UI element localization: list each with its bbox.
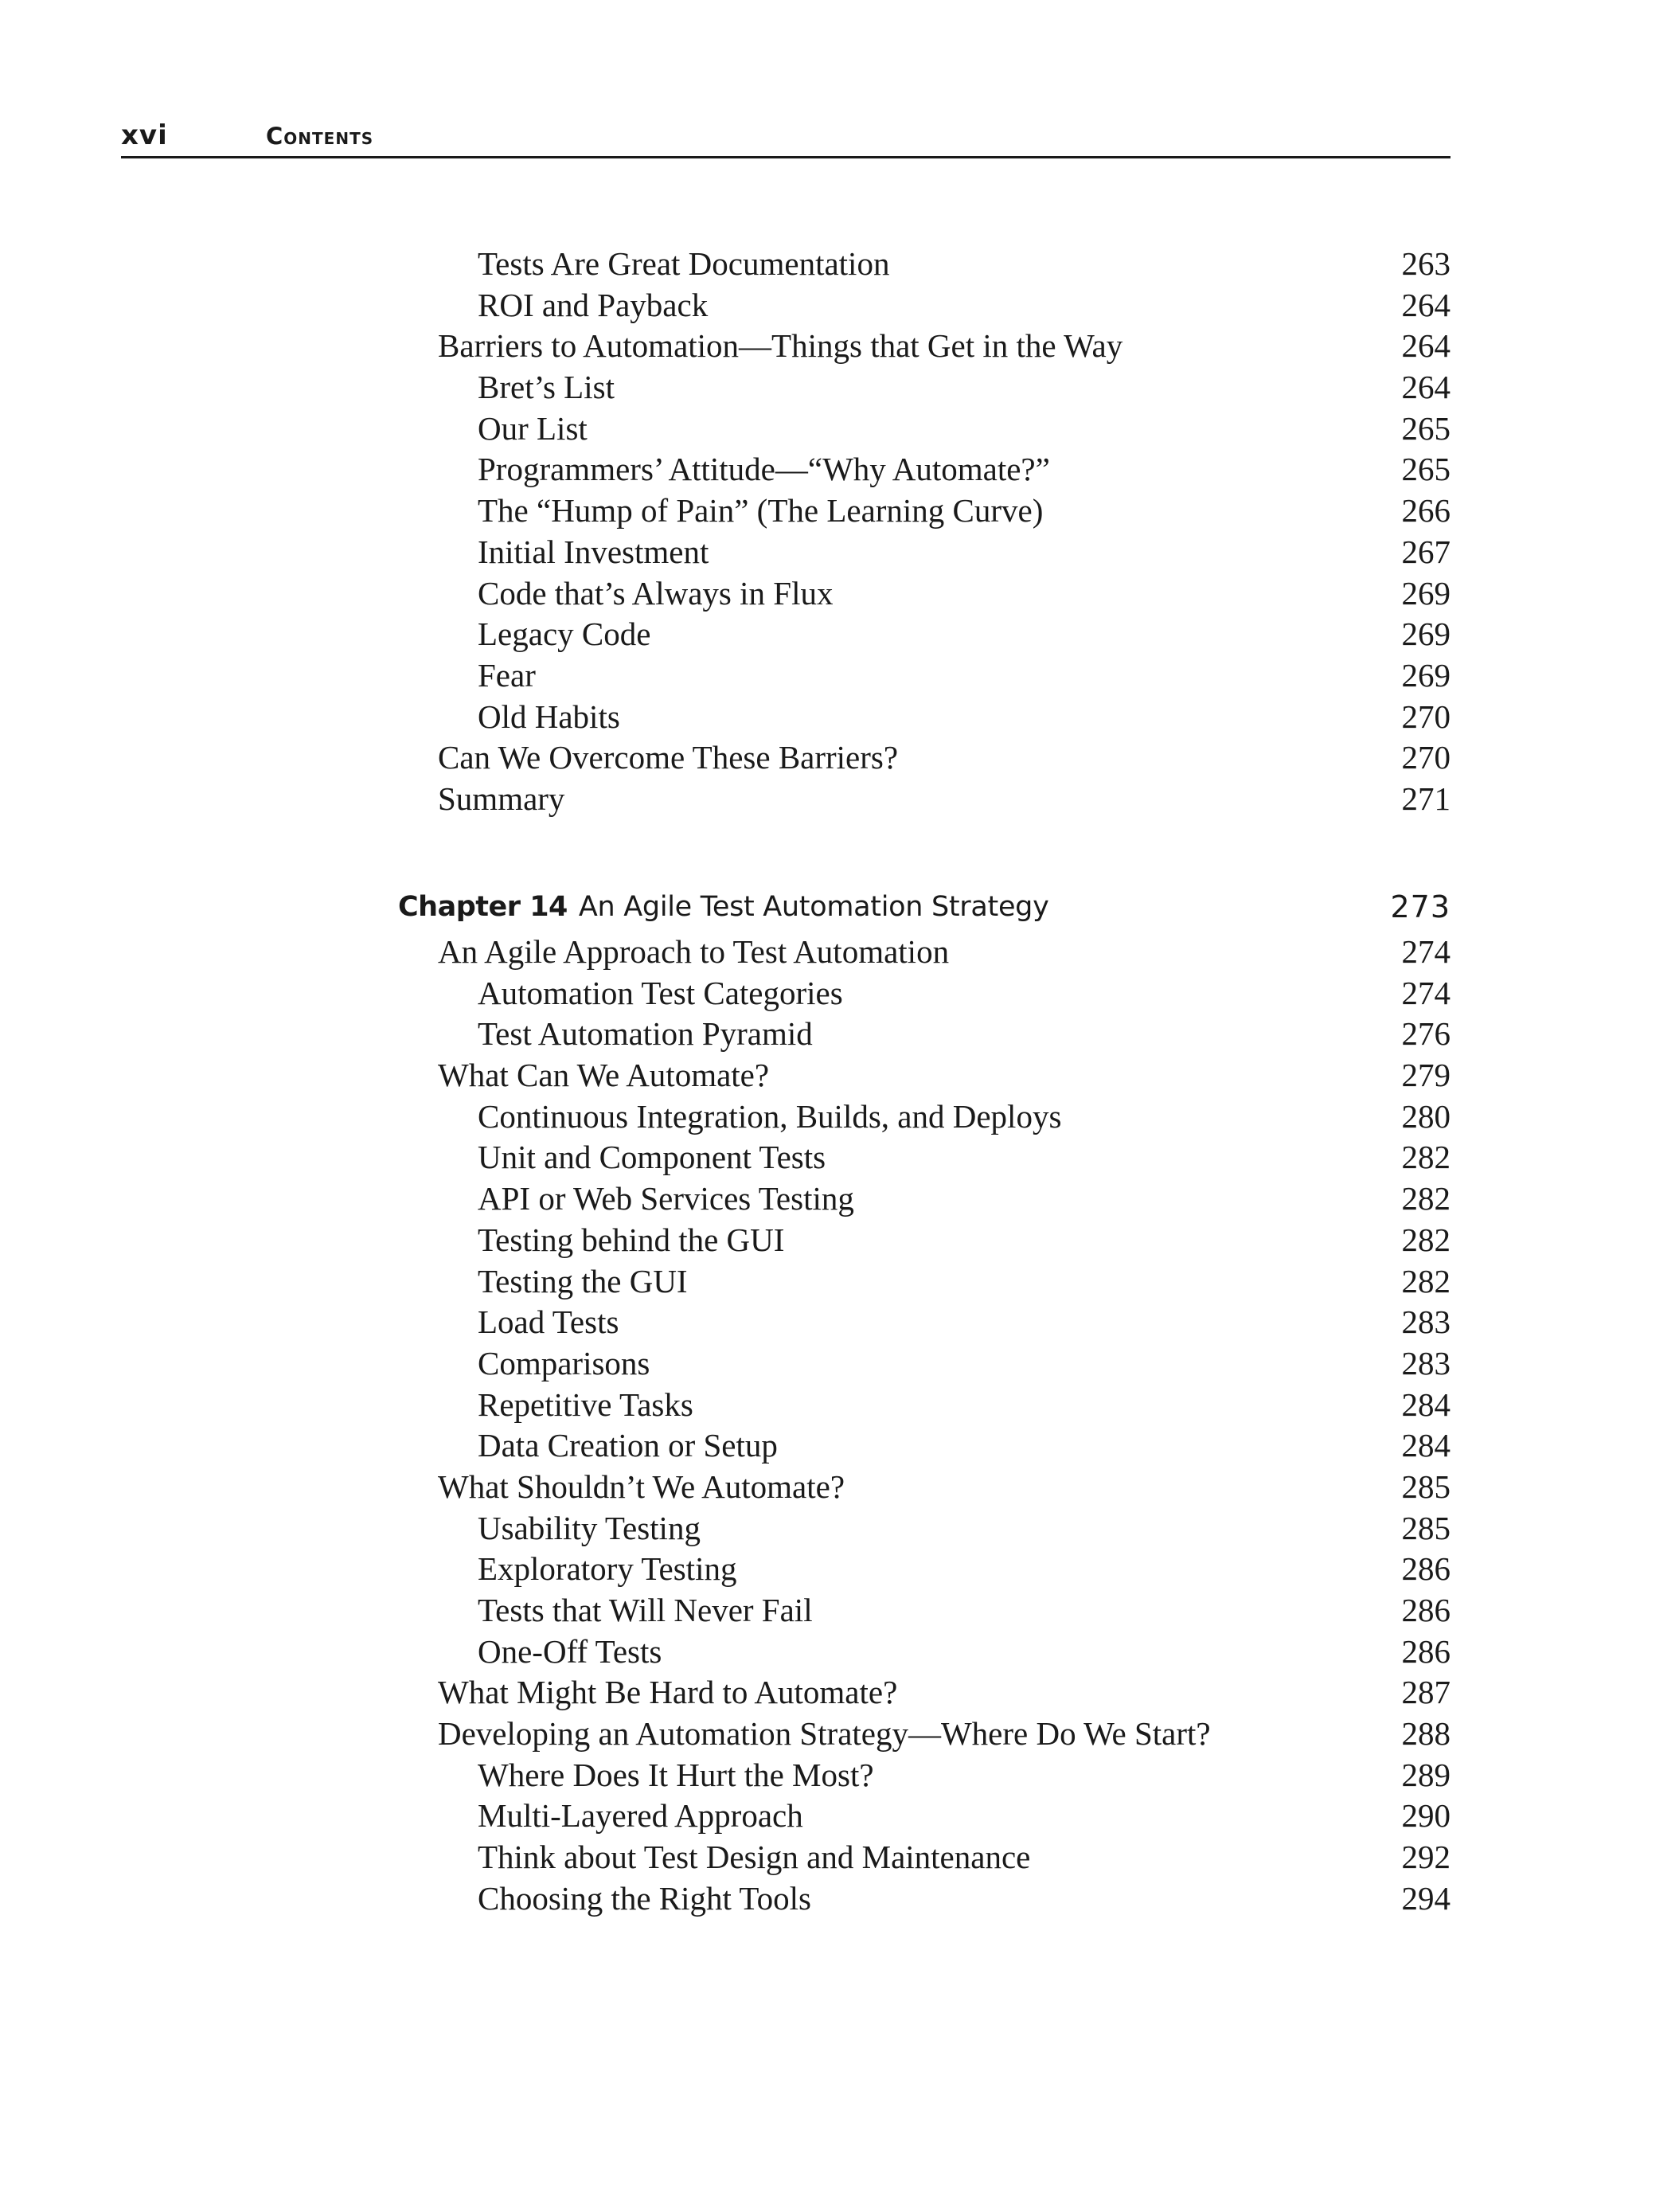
toc-entry-title: An Agile Approach to Test Automation [438,933,950,970]
toc-entry-title: Repetitive Tasks [478,1385,693,1423]
toc-entry-page: 287 [1401,1674,1450,1711]
toc-entry [398,1714,1450,1755]
toc-entry-page: 269 [1401,656,1450,694]
toc-entry [398,1137,1450,1178]
toc-entry-page: 286 [1401,1632,1450,1670]
toc-entry-title: What Shouldn’t We Automate? [438,1468,845,1505]
toc-entry-page: 283 [1401,1344,1450,1382]
toc-entry-title: Testing behind the GUI [478,1221,785,1258]
toc-entry-page: 270 [1401,739,1450,776]
toc-entry [398,1549,1450,1590]
toc-entry-page: 269 [1401,574,1450,612]
toc-entry [398,932,1450,973]
toc-entry-title: Usability Testing [478,1509,701,1546]
toc-entry [398,1632,1450,1673]
toc-entry-page: 289 [1401,1756,1450,1793]
toc-entry-title: Exploratory Testing [478,1550,737,1588]
toc-entry [398,408,1450,450]
toc-entry [398,973,1450,1014]
toc-entry [398,737,1450,779]
toc-entry-title: Programmers’ Attitude—“Why Automate?” [478,451,1050,488]
toc-entry-title: Unit and Component Tests [478,1139,826,1176]
toc-entry [398,449,1450,490]
toc-entry-title: What Might Be Hard to Automate? [438,1674,898,1711]
toc-entry [398,1178,1450,1220]
toc-entry-title: Legacy Code [478,616,651,653]
toc-entry-page: 288 [1401,1715,1450,1753]
toc-entry-title: ROI and Payback [478,286,709,323]
toc-entry-page: 286 [1401,1550,1450,1588]
toc-entry [398,1014,1450,1055]
chapter-label: Chapter 14 [398,891,568,923]
toc-entry-page: 274 [1401,974,1450,1011]
toc-entry-page: 264 [1401,286,1450,323]
toc-entry-title: The “Hump of Pain” (The Learning Curve) [478,492,1044,530]
toc-entry [398,614,1450,655]
toc-entry-title: Code that’s Always in Flux [478,574,834,612]
toc-entry-page: 279 [1401,1057,1450,1094]
toc-entry-title: Our List [478,409,588,447]
toc-entry-title: Comparisons [478,1344,650,1382]
toc-entry-page: 264 [1401,369,1450,406]
toc-entry-title: Bret’s List [478,369,615,406]
toc-entry-title: Testing the GUI [478,1262,688,1299]
toc-entry-title: One-Off Tests [478,1632,662,1670]
toc-entry-page: 290 [1401,1797,1450,1835]
chapter-14-section [398,882,1450,1920]
toc-entry [398,285,1450,326]
toc-entry-title: Fear [478,656,536,694]
toc-entry-page: 274 [1401,933,1450,970]
toc-entry [398,779,1450,820]
toc-entry [398,1096,1450,1138]
page-folio: xvi [121,119,168,151]
toc-entry [398,697,1450,738]
chapter-page: 273 [1390,889,1450,924]
toc-entry [398,1467,1450,1508]
toc-entry [398,1425,1450,1467]
toc-entry-title: Initial Investment [478,533,709,570]
toc-entry [398,326,1450,367]
toc-entry-page: 266 [1401,492,1450,530]
toc-entry-title: Barriers to Automation—Things that Get in the Way [438,327,1123,365]
toc-entry-title: Load Tests [478,1303,619,1341]
toc-entry [398,490,1450,532]
toc-entry-title: Choosing the Right Tools [478,1879,811,1917]
toc-entry-page: 263 [1401,245,1450,282]
toc-entry [398,1055,1450,1096]
toc-entry [398,532,1450,573]
toc-entry [398,1590,1450,1632]
toc-entry [398,1302,1450,1343]
toc-entry-page: 282 [1401,1180,1450,1217]
toc-entry-page: 286 [1401,1592,1450,1628]
toc-entry-page: 285 [1401,1468,1450,1505]
toc-entry-title: API or Web Services Testing [478,1180,854,1217]
chapter-entry-list [398,932,1450,1920]
toc-entry-title: Continuous Integration, Builds, and Deploys [478,1097,1062,1135]
toc-entry-title: Multi-Layered Approach [478,1797,803,1835]
toc-entry-page: 265 [1401,451,1450,488]
chapter-heading [398,882,1450,932]
toc-entry-title: Developing an Automation Strategy—Where Do We Start? [438,1715,1211,1753]
toc-entry-page: 282 [1401,1221,1450,1258]
toc-entry [398,1220,1450,1261]
toc-entry-title: Can We Overcome These Barriers? [438,739,899,776]
toc-entry [398,1508,1450,1550]
toc-entry-title: Think about Test Design and Maintenance [478,1839,1031,1876]
toc-entry-title: Tests that Will Never Fail [478,1592,813,1628]
toc-entry-title: Data Creation or Setup [478,1427,778,1464]
running-head-title: Contents [266,123,374,150]
toc-entry-title: Summary [438,780,565,817]
toc-entry-page: 282 [1401,1139,1450,1176]
toc-entry-title: What Can We Automate? [438,1057,770,1094]
toc-entry-page: 283 [1401,1303,1450,1341]
toc-entry [398,1755,1450,1796]
toc-entry-title: Automation Test Categories [478,974,843,1011]
toc-entry [398,1343,1450,1385]
toc-entry-page: 269 [1401,616,1450,653]
toc-entry-page: 265 [1401,409,1450,447]
toc-entry-page: 271 [1401,780,1450,817]
toc-entry-title: Test Automation Pyramid [478,1015,813,1053]
toc-entry [398,367,1450,408]
toc-entry-page: 276 [1401,1015,1450,1053]
toc-entry-page: 270 [1401,698,1450,735]
toc-entry [398,1837,1450,1878]
toc-entry [398,1796,1450,1837]
toc-entry-title: Old Habits [478,698,620,735]
toc-entry-page: 284 [1401,1385,1450,1423]
toc-entry-page: 280 [1401,1097,1450,1135]
toc-entry [398,1672,1450,1714]
toc-entry-title: Where Does It Hurt the Most? [478,1756,874,1793]
toc-entry [398,1261,1450,1303]
toc-continued-list [398,244,1450,820]
chapter-title: An Agile Test Automation Strategy [578,891,1049,923]
toc-entry [398,244,1450,285]
running-head [121,118,1450,158]
toc-entry [398,655,1450,697]
toc-entry-page: 284 [1401,1427,1450,1464]
toc-entry [398,1878,1450,1920]
toc-entry-page: 267 [1401,533,1450,570]
toc-entry [398,1385,1450,1426]
toc-entry-page: 285 [1401,1509,1450,1546]
toc-entry-title: Tests Are Great Documentation [478,245,890,282]
toc-entry-page: 294 [1401,1879,1450,1917]
toc-entry [398,573,1450,615]
toc-entry-page: 292 [1401,1839,1450,1876]
toc-entry-page: 264 [1401,327,1450,365]
toc-entry-page: 282 [1401,1262,1450,1299]
